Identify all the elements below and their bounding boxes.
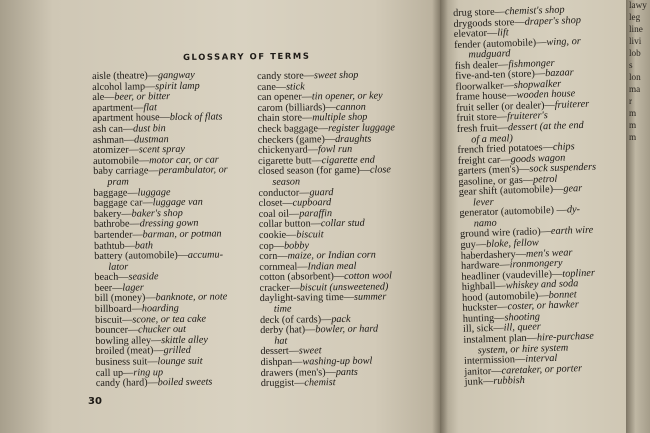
american-term: broiled (meat)— [95, 345, 164, 358]
american-term: checkers (game)— [257, 133, 336, 146]
british-term: lator [108, 261, 129, 273]
british-term: chemist's shop [504, 4, 565, 18]
american-term: coal oil— [258, 208, 300, 220]
british-term: bath [134, 239, 154, 251]
british-term: beer, or bitter [114, 91, 171, 103]
british-term: petrol [532, 173, 558, 186]
british-term: block of flats [169, 111, 223, 124]
british-term: shooting [504, 311, 541, 324]
british-term: skittle alley [161, 334, 208, 347]
american-term: closet— [258, 197, 293, 210]
american-term: cigarette butt— [258, 154, 322, 167]
american-term: french fried potatoes— [457, 142, 554, 157]
american-term: chain store— [257, 112, 313, 125]
british-term: wooden house [516, 88, 576, 102]
next-page-fragments [629, 0, 650, 142]
american-term: ill, sick— [462, 322, 504, 336]
american-term: carom (billiards)— [257, 101, 336, 114]
american-term: chickenyard— [257, 144, 318, 157]
british-term: caretaker, or porter [501, 362, 583, 377]
american-term: can opener— [257, 91, 312, 104]
american-term: corn— [259, 250, 288, 263]
american-term: janitor— [464, 365, 502, 378]
british-term: hire-purchase [536, 330, 595, 344]
american-term: bakery— [93, 208, 132, 220]
british-term: pants [335, 366, 358, 378]
british-term: cannon [335, 101, 366, 113]
british-term: lager [122, 282, 144, 294]
british-term: season [272, 176, 301, 188]
british-term: banknote, or note [155, 291, 228, 304]
british-term: bonnet [548, 289, 577, 301]
american-term: instalment plan— [463, 332, 538, 346]
american-term: cracker— [259, 282, 300, 294]
next-page-fragment: s [629, 60, 633, 70]
american-term: hood (automobile)— [461, 289, 549, 304]
next-page-fragment: m [629, 108, 637, 118]
glossary-column-left [92, 70, 230, 389]
british-term: boiled sweets [157, 376, 213, 389]
american-term: elevator— [453, 27, 498, 41]
british-term: hoarding [141, 303, 179, 315]
american-term: drug store— [452, 6, 506, 19]
british-term: coster, or hawker [507, 299, 579, 313]
british-term: lift [497, 27, 509, 39]
american-term: ash can— [92, 123, 134, 135]
british-term: maize, or Indian corn [287, 249, 376, 262]
british-term: ill, queer [503, 321, 542, 334]
british-term: men's wear [525, 246, 573, 260]
british-term: gear [563, 183, 583, 195]
next-page-fragment: lob [629, 48, 641, 58]
american-term: beer— [94, 282, 123, 294]
british-term: goods wagon [510, 152, 566, 165]
american-term: battery (automobile)— [94, 249, 188, 263]
american-term: collar button— [258, 218, 321, 231]
american-term: freight car— [457, 153, 511, 167]
british-term: chucker out [138, 324, 187, 336]
american-term: generator (automobile) — [459, 204, 568, 220]
british-term: multiple shop [312, 112, 368, 124]
british-term: dy- [566, 204, 581, 216]
british-term: cupboard [292, 197, 332, 209]
british-term: ring up [133, 366, 164, 379]
british-term: bloke, fellow [485, 237, 539, 251]
american-term: cornmeal— [259, 261, 308, 273]
british-term: bazaar [544, 67, 574, 80]
american-term: gasoline, or gas— [458, 174, 534, 188]
american-term: cane— [257, 81, 287, 93]
british-term: tin opener, or key [311, 90, 383, 103]
american-term: ashman— [92, 134, 135, 146]
american-term: huckster— [462, 301, 508, 315]
british-term: bowler, or hard [315, 323, 379, 336]
next-page-fragment: lon [629, 72, 641, 82]
american-term: highball— [461, 280, 506, 294]
british-term: stick [285, 81, 305, 93]
american-term: aisle (theatre)— [91, 70, 159, 82]
british-term: cigarette end [321, 154, 375, 166]
american-term: ale— [92, 91, 115, 104]
british-term: register luggage [328, 122, 395, 135]
american-term: apartment— [92, 102, 144, 114]
american-term: garters (men's)— [457, 163, 530, 178]
next-page-fragment: livi [629, 36, 642, 46]
british-term: time [273, 303, 292, 315]
british-term: whiskey and soda [505, 278, 579, 292]
british-term: lounge suit [157, 355, 203, 368]
british-term: lever [472, 196, 494, 209]
american-term: atomizer— [92, 144, 139, 157]
british-term: summer [353, 291, 387, 304]
british-term: rubbish [493, 375, 525, 388]
british-term: flat [143, 101, 158, 114]
glossary-title: GLOSSARY OF TERMS [183, 50, 311, 62]
american-term: fruit store— [456, 111, 508, 125]
american-term: daylight-saving time— [259, 292, 355, 305]
british-term: fruiterer [554, 98, 590, 111]
american-term: dessert— [260, 345, 299, 358]
american-term: bathrobe— [93, 218, 140, 231]
american-term: baby carriage— [93, 165, 159, 178]
american-term: candy store— [256, 70, 314, 82]
american-term: ground wire (radio)— [459, 226, 552, 241]
american-term: bouncer— [95, 324, 139, 337]
british-term: dessert (at the end [507, 119, 584, 134]
british-term: biscuit [296, 229, 324, 241]
next-page-fragment: line [629, 24, 643, 34]
page-number: 30 [88, 396, 102, 407]
book-gutter [432, 0, 448, 433]
american-term: baggage— [93, 186, 138, 199]
american-term: check baggage— [257, 123, 329, 135]
american-term: derby (hat)— [260, 324, 316, 337]
british-term: wing, or [546, 35, 581, 48]
british-term: topliner [562, 267, 596, 280]
british-term: dust bin [133, 123, 166, 135]
american-term: gear shift (automobile)— [458, 183, 564, 199]
british-term: dustman [134, 133, 169, 146]
british-term: earth wire [550, 225, 594, 238]
british-term: spirit lamp [155, 80, 200, 92]
british-term: sweet shop [313, 69, 359, 82]
american-term: bartender— [93, 229, 143, 241]
american-term: fresh fruit— [456, 122, 509, 135]
american-term: billboard— [94, 303, 142, 316]
british-term: system, or hire system [477, 342, 569, 356]
american-term: intermission— [463, 353, 526, 367]
british-term: paraffin [299, 207, 333, 220]
american-term: headliner (vaudeville)— [461, 268, 563, 283]
british-term: fowl run [317, 143, 353, 156]
british-term: gangway [157, 69, 195, 82]
british-term: sock suspenders [529, 161, 597, 175]
british-term: interval [525, 352, 558, 365]
british-term: fruiterer's [506, 110, 548, 123]
next-page-fragment: m [629, 120, 637, 130]
british-term: draper's shop [524, 14, 582, 28]
british-term: scone, or tea cake [132, 313, 206, 326]
british-term: draughts [334, 133, 372, 145]
british-term: Indian meal [307, 260, 357, 273]
next-page-fragment: r [629, 96, 633, 106]
american-term: deck (of cards)— [259, 313, 332, 326]
british-term: pack [331, 313, 351, 325]
american-term: business suit— [95, 356, 158, 369]
british-term: dressing gown [139, 218, 199, 230]
british-term: guard [309, 186, 334, 198]
glossary-entry [96, 378, 231, 390]
british-term: cotton wool [344, 270, 392, 283]
british-term: grilled [163, 345, 191, 357]
british-term: chemist [304, 377, 336, 389]
american-term: beach— [94, 271, 129, 284]
british-term: mudguard [468, 48, 511, 61]
american-term: call up— [95, 367, 134, 379]
american-term: haberdashery— [460, 248, 527, 262]
american-term: fruit seller (or dealer)— [455, 99, 555, 114]
american-term: biscuit— [94, 314, 133, 326]
next-page-fragment: m [629, 132, 637, 142]
american-term: fish dealer— [454, 59, 509, 72]
american-term: hunting— [462, 312, 505, 325]
american-term: hardware— [460, 259, 510, 272]
american-term: closed season (for game)— [258, 164, 371, 178]
american-term: five-and-ten (store)— [454, 68, 546, 83]
british-term: ironmongery [509, 257, 563, 271]
american-term: cookie— [258, 229, 297, 241]
american-term: floorwalker— [455, 79, 514, 93]
american-term: junk— [464, 376, 494, 388]
american-term: dishpan— [260, 356, 303, 369]
british-term: motor car, or car [149, 154, 219, 167]
american-term: candy (hard)— [95, 377, 158, 390]
british-term: scent spray [138, 144, 185, 156]
american-term: automobile— [93, 155, 150, 167]
glossary-entry [261, 378, 398, 390]
american-term: bill (money)— [94, 292, 156, 305]
british-term: washing-up bowl [302, 355, 373, 368]
british-term: pram [107, 176, 129, 188]
american-term: guy— [460, 239, 487, 251]
american-term: cop— [259, 240, 285, 252]
american-term: fender (automobile)— [453, 36, 547, 51]
next-page-fragment: leg [629, 12, 641, 22]
british-term: perambulator, or [158, 164, 228, 177]
american-term: apartment house— [92, 112, 170, 125]
british-term: namo [473, 217, 497, 230]
british-term: shopwalker [513, 78, 562, 91]
american-term: alcohol lamp— [92, 80, 156, 93]
british-term: seaside [128, 271, 159, 283]
next-page-fragment: ma [629, 84, 641, 94]
american-term: bowling alley— [95, 335, 162, 347]
british-term: close [369, 164, 391, 176]
glossary-column-right [453, 5, 603, 389]
american-term: frame house— [455, 90, 517, 104]
british-term: biscuit (unsweetened) [299, 281, 389, 294]
british-term: collar stud [320, 218, 365, 230]
british-term: of a meal) [470, 132, 514, 146]
next-page-fragment: lawy [629, 0, 647, 10]
glossary-column-middle [257, 70, 398, 389]
american-term: conductor— [258, 186, 310, 199]
british-term: bobby [283, 239, 310, 252]
british-term: fishmonger [508, 57, 555, 71]
british-term: baker's shop [131, 207, 183, 220]
american-term: druggist— [260, 377, 305, 390]
american-term: drygoods store— [453, 16, 525, 30]
british-term: luggage van [152, 196, 203, 209]
american-term: baggage car— [93, 197, 153, 210]
british-term: hat [274, 335, 288, 347]
british-term: accumu- [187, 249, 224, 261]
american-term: drawers (men's)— [260, 366, 336, 379]
american-term: cotton (absorbent)— [259, 271, 345, 284]
british-term: chips [552, 141, 575, 154]
british-term: sweet [298, 345, 322, 357]
british-term: luggage [137, 186, 171, 198]
american-term: bathtub— [94, 239, 135, 252]
british-term: barman, or potman [142, 228, 222, 241]
